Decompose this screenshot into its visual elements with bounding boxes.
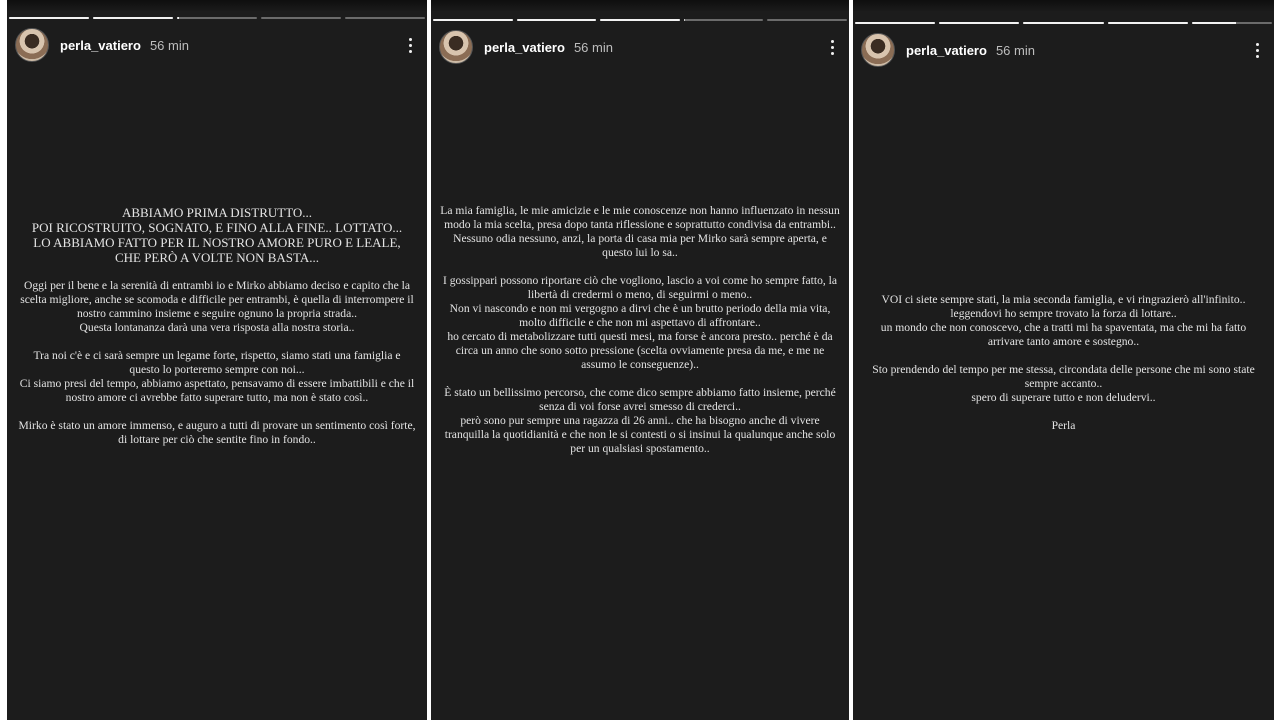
more-options-icon[interactable] (401, 35, 419, 55)
progress-fill (9, 17, 89, 19)
progress-segment (855, 22, 935, 24)
progress-segment (345, 17, 425, 19)
story-paragraph: Sto prendendo del tempo per me stessa, circondata delle persone che mi sono state sempre accanto.. spero di superare tutto e non deludervi.. (872, 363, 1255, 404)
story-header (861, 33, 1266, 67)
heading-line: CHE PERÒ A VOLTE NON BASTA... (114, 250, 320, 265)
avatar[interactable] (439, 30, 473, 64)
story-paragraph: Mirko è stato un amore immenso, e auguro a tutti di provare un sentimento così forte, di lottare per ciò che sentite fino in fondo.. (18, 419, 416, 446)
story-paragraph: VOI ci siete sempre stati, la mia seconda famiglia, e vi ringrazierò all'infinito.. leggendovi ho sempre trovato la forza di lottare.. un mondo che non conoscevo, che a tratti mi ha spaventata, ma che mi ha fatto arrivare tanto amore e sostegno.. (880, 293, 1247, 348)
story-text (865, 293, 1262, 447)
story-heading (17, 205, 417, 265)
post-time: 56 min (149, 37, 189, 53)
username[interactable]: perla_vatiero (60, 37, 141, 53)
progress-segment (93, 17, 173, 19)
progress-segment (433, 19, 513, 21)
progress-fill (517, 19, 597, 21)
story-paragraph: È stato un bellissimo percorso, che come dico sempre abbiamo fatto insieme, perché senza di voi forse avrei smesso di crederci.. però sono pur sempre una ragazza di 26 anni.. che ha bisogno anche di vivere tranquilla la quotidianità e che non le si contesti o si insinui la qualunque anche solo per un qualsiasi spostamento.. (444, 386, 836, 455)
top-shade (7, 0, 427, 12)
progress-segment (600, 19, 680, 21)
progress-fill (855, 22, 935, 24)
progress-segment (767, 19, 847, 21)
username[interactable]: perla_vatiero (906, 42, 987, 58)
more-options-icon[interactable] (823, 37, 841, 57)
avatar[interactable] (861, 33, 895, 67)
username[interactable]: perla_vatiero (484, 39, 565, 55)
progress-fill (600, 19, 680, 21)
progress-fill (1108, 22, 1188, 24)
story-paragraph: Oggi per il bene e la serenità di entrambi io e Mirko abbiamo deciso e capito che la scelta migliore, anche se scomoda e difficile per entrambi, è quella di interrompere il nostro cammino insieme e seguire ognuno la propria strada.. Questa lontananza darà una vera risposta alla nostra storia.. (20, 279, 414, 334)
heading-line: ABBIAMO PRIMA DISTRUTTO... (121, 205, 313, 220)
story-header (15, 28, 419, 62)
progress-fill (684, 19, 686, 21)
story-progress-bar (855, 22, 1272, 24)
progress-segment (1108, 22, 1188, 24)
progress-segment (9, 17, 89, 19)
story-progress-bar (433, 19, 847, 21)
story-panel-3[interactable] (853, 0, 1274, 720)
story-panel-2[interactable] (431, 0, 849, 720)
story-progress-bar (9, 17, 425, 19)
story-text (439, 204, 841, 470)
story-paragraph: La mia famiglia, le mie amicizie e le mie conoscenze non hanno influenzato in nessun modo la mia scelta, presa dopo tanta riflessione e soprattutto condivisa da entrambi.. Nessuno odia nessuno, anzi, la porta di casa mia per Mirko sarà sempre aperta, e questo lui lo sa.. (440, 204, 840, 259)
story-paragraph: I gossippari possono riportare ciò che vogliono, lascio a voi come ho sempre fatto, la libertà di credermi o meno, di seguirmi o meno.. Non vi nascondo e non mi vergogno a dirvi che è un brutto periodo della mia vita, molto difficile e che non mi aspettavo di affrontare.. ho cercato di metabolizzare tutti questi mesi, ma forse è ancora presto.. perché è da circa un anno che sono sotto pressione (scelta ovviamente presa da me, e me ne assumo le conseguenze).. (442, 274, 838, 371)
avatar[interactable] (15, 28, 49, 62)
progress-fill (433, 19, 513, 21)
more-options-icon[interactable] (1248, 40, 1266, 60)
progress-fill (1192, 22, 1236, 24)
progress-segment (1023, 22, 1103, 24)
progress-segment (939, 22, 1019, 24)
progress-segment (177, 17, 257, 19)
heading-line: POI RICOSTRUITO, SOGNATO, E FINO ALLA FINE.. LOTTATO... (31, 220, 403, 235)
progress-segment (517, 19, 597, 21)
progress-segment (1192, 22, 1272, 24)
post-time: 56 min (995, 42, 1035, 58)
post-time: 56 min (573, 39, 613, 55)
story-text (17, 205, 417, 461)
top-shade (853, 0, 1274, 12)
heading-line: LO ABBIAMO FATTO PER IL NOSTRO AMORE PURO E LEALE, (33, 235, 401, 250)
top-shade (431, 0, 849, 12)
progress-fill (1023, 22, 1103, 24)
progress-fill (93, 17, 173, 19)
story-paragraph: Tra noi c'è e ci sarà sempre un legame forte, rispetto, siamo stati una famiglia e questo lo porteremo sempre con noi... Ci siamo presi del tempo, abbiamo aspettato, pensavamo di essere imbattibili e che il nostro amore ci avrebbe fatto superare tutto, ma non è stato così.. (19, 349, 415, 404)
progress-segment (261, 17, 341, 19)
story-signature: Perla (1051, 419, 1076, 432)
story-header (439, 30, 841, 64)
progress-fill (939, 22, 1019, 24)
progress-fill (177, 17, 179, 19)
progress-segment (684, 19, 764, 21)
story-panel-1[interactable] (7, 0, 427, 720)
